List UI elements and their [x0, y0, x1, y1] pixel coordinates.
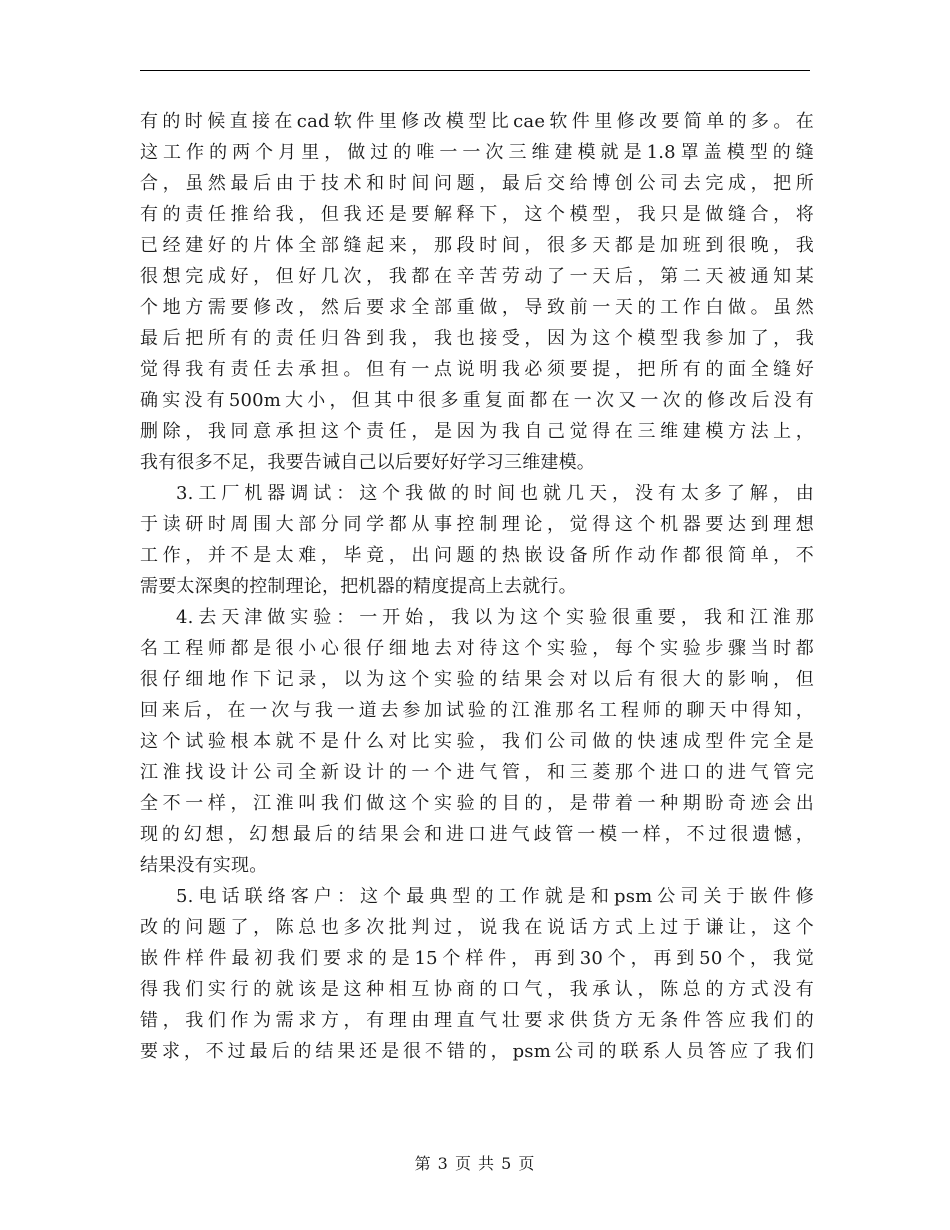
text-line: 全不一样，江淮叫我们做这个实验的目的，是带着一种期盼奇迹会出: [140, 793, 814, 814]
text-line: 删除，我同意承担这个责任，是因为我自己觉得在三维建模方法上，: [140, 421, 814, 442]
text-line: 错，我们作为需求方，有理由理直气壮要求供货方无条件答应我们的: [140, 1010, 814, 1031]
text-line: 合，虽然最后由于技术和时间问题，最后交给博创公司去完成，把所: [140, 173, 814, 194]
text-line: 最后把所有的责任归咎到我，我也接受，因为这个模型我参加了，我: [140, 328, 814, 349]
text-line: 已经建好的片体全部缝起来，那段时间，很多天都是加班到很晚，我: [140, 235, 814, 256]
text-line: 江淮找设计公司全新设计的一个进气管，和三菱那个进口的进气管完: [140, 762, 814, 783]
text-line: 很仔细地作下记录，以为这个实验的结果会对以后有很大的影响，但: [140, 669, 814, 690]
page-number: 第 3 页 共 5 页: [414, 1154, 536, 1173]
text-line: 要求，不过最后的结果还是很不错的，psm公司的联系人员答应了我们: [140, 1041, 814, 1062]
text-line: 这个试验根本就不是什么对比实验，我们公司做的快速成型件完全是: [140, 731, 814, 752]
text-line: 需要太深奥的控制理论，把机器的精度提高上去就行。: [140, 576, 577, 597]
text-line: 嵌件样件最初我们要求的是15个样件，再到30个，再到50个，我觉: [140, 948, 814, 969]
text-line: 名工程师都是很小心很仔细地去对待这个实验，每个实验步骤当时都: [140, 638, 814, 659]
text-line: 于读研时周围大部分同学都从事控制理论，觉得这个机器要达到理想: [140, 514, 814, 535]
text-line: 现的幻想，幻想最后的结果会和进口进气歧管一模一样，不过很遗憾，: [140, 824, 814, 845]
document-body: [140, 106, 814, 1067]
text-line: 觉得我有责任去承担。但有一点说明我必须要提，把所有的面全缝好: [140, 359, 814, 380]
text-line: 结果没有实现。: [140, 855, 268, 876]
text-line: 4.去天津做实验：一开始，我以为这个实验很重要，我和江淮那: [176, 607, 814, 628]
text-line: 个地方需要修改，然后要求全部重做，导致前一天的工作白做。虽然: [140, 297, 814, 318]
text-line: 3.工厂机器调试：这个我做的时间也就几天，没有太多了解，由: [176, 483, 814, 504]
text-line: 得我们实行的就该是这种相互协商的口气，我承认，陈总的方式没有: [140, 979, 814, 1000]
text-line: 5.电话联络客户：这个最典型的工作就是和psm公司关于嵌件修: [176, 886, 814, 907]
text-line: 很想完成好，但好几次，我都在辛苦劳动了一天后，第二天被通知某: [140, 266, 814, 287]
text-line: 有的责任推给我，但我还是要解释下，这个模型，我只是做缝合，将: [140, 204, 814, 225]
header-rule: [140, 70, 810, 71]
text-line: 这工作的两个月里，做过的唯一一次三维建模就是1.8罩盖模型的缝: [140, 142, 814, 163]
text-line: 我有很多不足，我要告诫自己以后要好好学习三维建模。: [140, 452, 595, 473]
text-line: 有的时候直接在cad软件里修改模型比cae软件里修改要简单的多。在: [140, 111, 814, 132]
text-line: 回来后，在一次与我一道去参加试验的江淮那名工程师的聊天中得知，: [140, 700, 814, 721]
text-line: 改的问题了，陈总也多次批判过，说我在说话方式上过于谦让，这个: [140, 917, 814, 938]
text-line: 工作，并不是太难，毕竟，出问题的热嵌设备所作动作都很简单，不: [140, 545, 814, 566]
text-line: 确实没有500m大小，但其中很多重复面都在一次又一次的修改后没有: [140, 390, 814, 411]
